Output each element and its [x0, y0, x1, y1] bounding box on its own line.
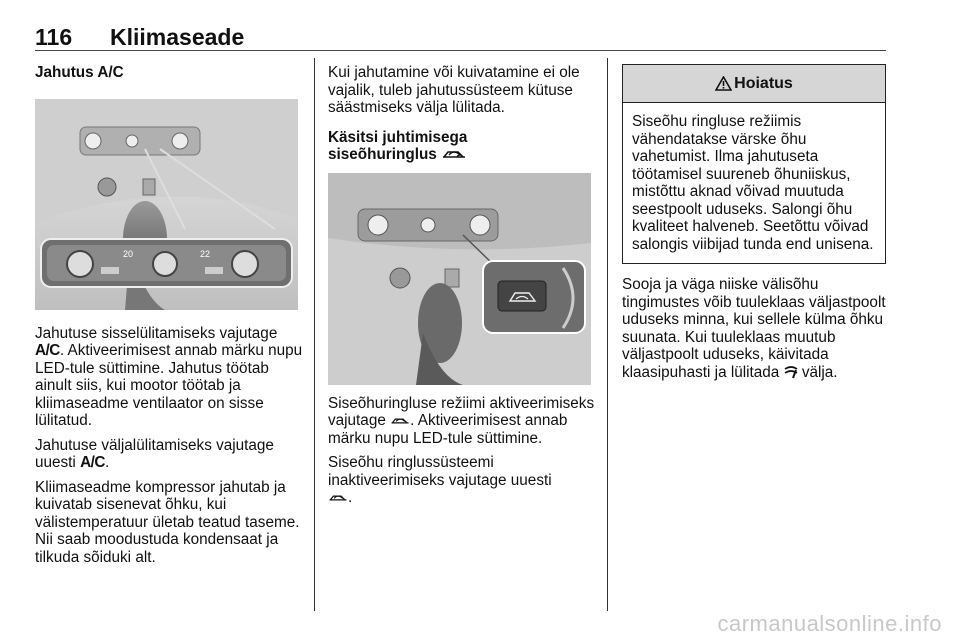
ac-button-label: A/C [35, 342, 60, 359]
paragraph: Sooja ja väga niiske välisõhu tingimustes võib tuuleklaas väljastpoolt uduseks minna, kui sellele külma õhku suunata. Kui tuuleklaas muutub väljastpoolt uduseks, käivitada klaasipuhasti ja lülitada välja. [622, 276, 886, 381]
warning-title: Hoiatus [734, 74, 793, 92]
paragraph: Jahutuse sisselülitamiseks vajutage A/C. Aktiveerimisest annab märku nupu LED-tule süttimine. Jahutus töötab ainult siis, kui mootor töötab ja kliimaseadme ventilaator on sisse lülitatud. [35, 324, 303, 429]
header-rule [35, 50, 886, 51]
page-title: Kliimaseade [110, 24, 245, 50]
page-number: 116 [35, 24, 73, 50]
recirculation-button-illustration [328, 173, 591, 385]
column-2 [328, 64, 596, 514]
column-1 [35, 64, 303, 573]
section-heading-recirculation: Käsitsi juhtimisega siseõhuringlus [328, 128, 468, 163]
display-temp-left: 20 [123, 248, 134, 259]
recirculation-icon [390, 415, 410, 427]
paragraph: Jahutuse väljalülitamiseks vajutage uuesti A/C. [35, 436, 274, 471]
column-divider-1 [314, 58, 315, 611]
paragraph: Kliimaseadme kompressor jahutab ja kuivatab sisenevat õhku, kui välistemperatuur ületab teatud taseme. Nii saab moodustuda kondensaat ja tilkuda sõiduki alt. [35, 478, 300, 566]
page-header [35, 24, 244, 51]
column-3 [622, 64, 886, 388]
paragraph: Siseõhuringluse režiimi aktiveerimiseks vajutage . Aktiveerimisest annab märku nupu LED-tule süttimine. [328, 394, 595, 447]
ac-button-label: A/C [80, 454, 105, 471]
warning-triangle-icon [715, 76, 732, 91]
display-temp-right: 22 [200, 248, 211, 259]
warning-text: Siseõhu ringluse režiimis vähendatakse värske õhu vahetumist. Ilma jahutuseta töötamisel suureneb õhuniiskus, mistõttu aknad võivad muutuda seestpoolt uduseks. Salongi õhu kvaliteet halveneb. Seetõttu võivad salongis viibijad tunda end unisena. [632, 113, 874, 253]
watermark: carmanualsonline.info [717, 611, 942, 636]
section-heading-ac: Jahutus A/C [35, 64, 124, 81]
warning-box [622, 64, 886, 264]
recirculation-icon [441, 148, 467, 161]
recirculation-icon [328, 492, 348, 504]
paragraph: Kui jahutamine või kuivatamine ei ole vajalik, tuleb jahutussüsteem kütuse säästmiseks välja lülitada. [328, 64, 580, 116]
warning-header [623, 65, 885, 103]
column-divider-2 [607, 58, 608, 611]
wiper-icon [784, 365, 798, 379]
ac-control-panel-illustration [35, 99, 298, 310]
paragraph: Siseõhu ringlussüsteemi inaktiveerimiseks vajutage uuesti . [328, 454, 552, 506]
